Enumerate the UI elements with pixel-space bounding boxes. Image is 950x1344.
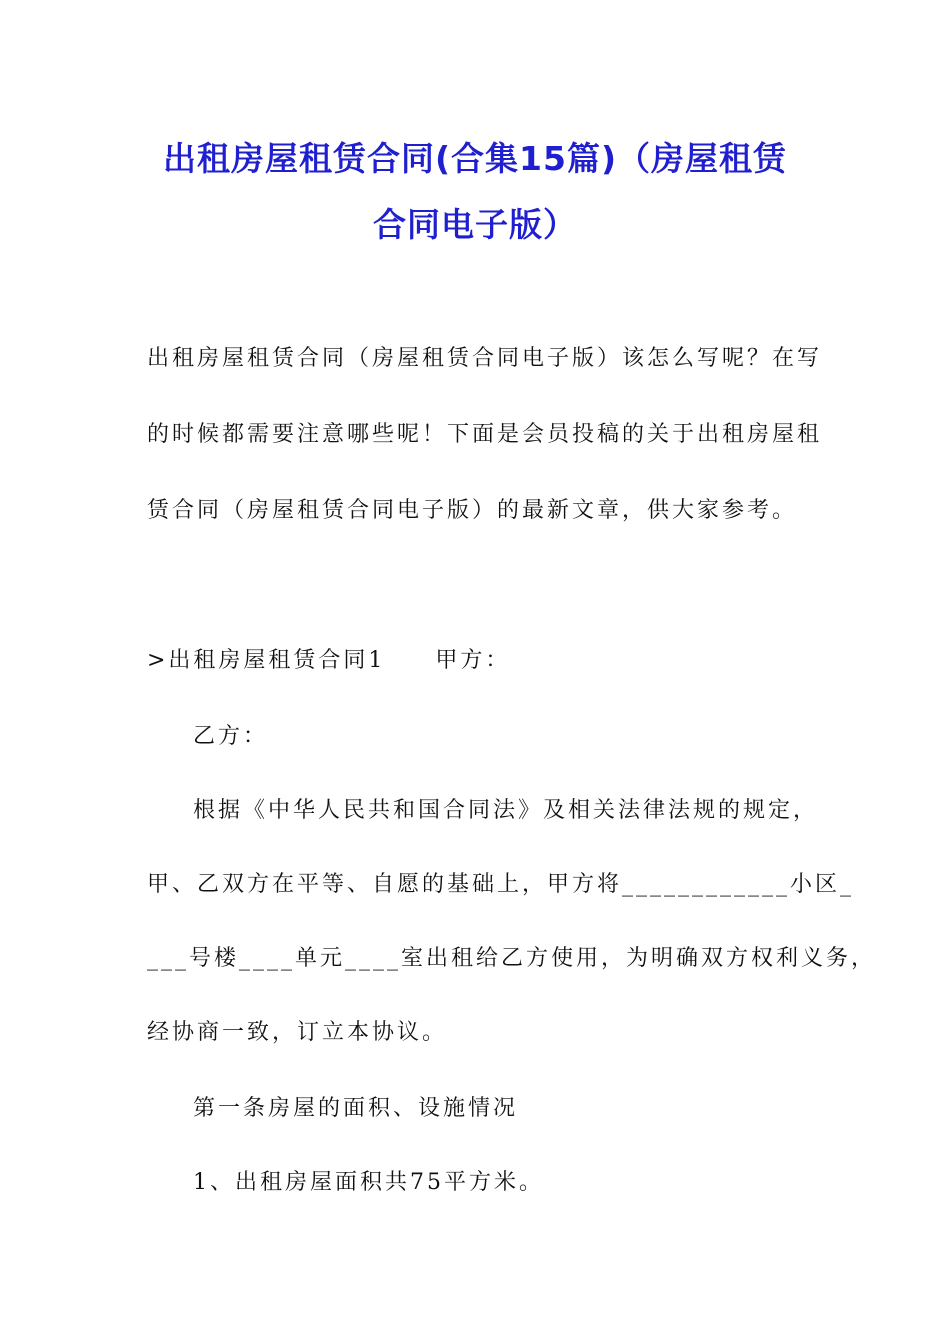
intro-line-2: 的时候都需要注意哪些呢！下面是会员投稿的关于出租房屋租 bbox=[147, 422, 823, 447]
section-heading: >出租房屋租赁合同1 甲方： bbox=[147, 648, 511, 673]
body-line-4: 经协商一致，订立本协议。 bbox=[147, 1020, 448, 1045]
document-title-line-1: 出租房屋租赁合同(合集15篇)（房屋租赁 bbox=[162, 139, 788, 178]
body-line-1: 根据《中华人民共和国合同法》及相关法律法规的规定， bbox=[193, 798, 819, 823]
intro-line-1: 出租房屋租赁合同（房屋租赁合同电子版）该怎么写呢？在写 bbox=[147, 346, 823, 371]
party-b-label: 乙方： bbox=[193, 724, 269, 749]
document-title-line-2: 合同电子版） bbox=[373, 205, 577, 244]
body-line-3: ___号楼____单元____室出租给乙方使用，为明确双方权利义务， bbox=[147, 946, 877, 971]
article-1-title: 第一条房屋的面积、设施情况 bbox=[193, 1096, 519, 1121]
article-1-item-1: 1、出租房屋面积共75平方米。 bbox=[193, 1170, 544, 1195]
intro-line-3: 赁合同（房屋租赁合同电子版）的最新文章，供大家参考。 bbox=[147, 498, 798, 523]
body-line-2: 甲、乙双方在平等、自愿的基础上，甲方将____________小区_ bbox=[147, 872, 855, 897]
